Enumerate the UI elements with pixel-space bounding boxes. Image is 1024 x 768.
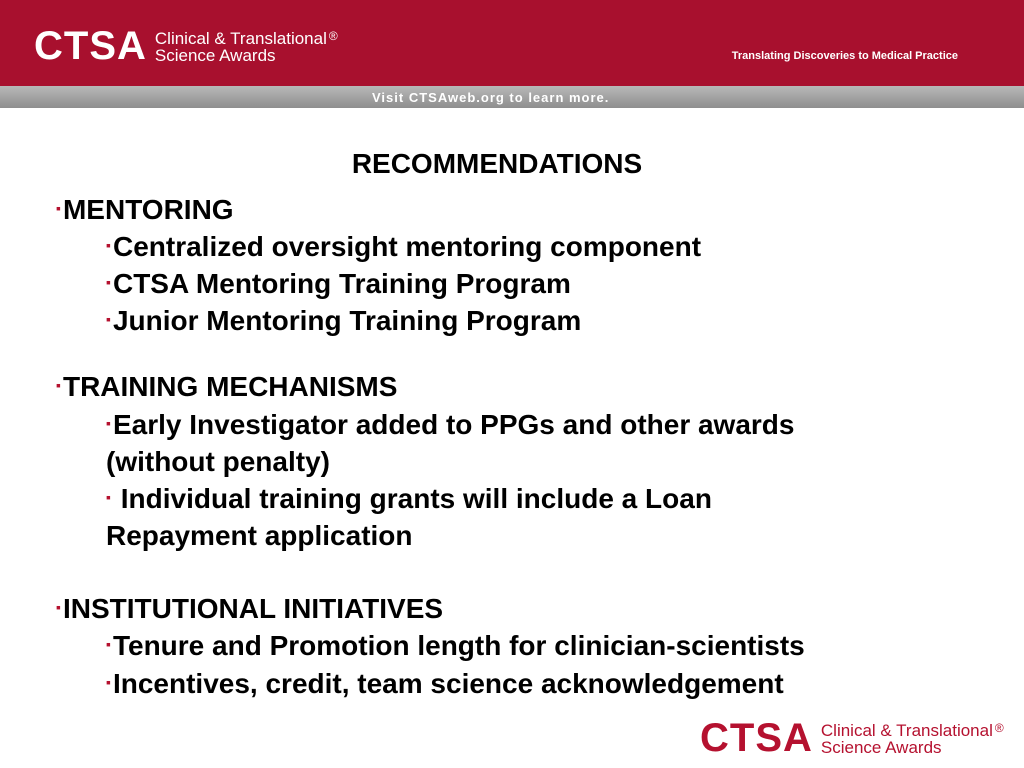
section-heading: ▪TRAINING MECHANISMS [56,371,398,402]
bullet-icon: ▪ [106,489,111,505]
list-item-continuation: Repayment application [106,520,413,551]
logo-line2: Science Awards [154,45,276,65]
list-item: ▪Early Investigator added to PPGs and other awards [106,409,795,440]
section-heading: ▪INSTITUTIONAL INITIATIVES [56,593,444,624]
bullet-icon: ▪ [106,674,111,690]
bullet-icon: ▪ [106,636,111,652]
tagline: Translating Discoveries to Medical Practice [731,50,958,62]
list-item: ▪Tenure and Promotion length for clinician-scientists [106,630,805,661]
list-item: ▪Incentives, credit, team science acknowledgement [106,668,784,699]
footer-logo-line2: Science Awards [820,737,942,757]
bullet-icon: ▪ [56,599,61,615]
footer-ctsa-logo [700,716,1004,761]
section-heading: ▪MENTORING [56,194,234,225]
list-item: ▪Centralized oversight mentoring component [106,231,702,262]
footer-logo-abbrev: CTSA [700,716,813,760]
list-item-continuation: (without penalty) [106,446,330,477]
slide-title: RECOMMENDATIONS [351,148,643,179]
bullet-icon: ▪ [106,274,111,290]
bullet-icon: ▪ [106,415,111,431]
footer-logo-line1: Clinical & Translational [820,720,993,740]
bullet-icon: ▪ [56,200,61,216]
list-item: ▪CTSA Mentoring Training Program [106,268,571,299]
registered-mark: ® [328,28,338,43]
list-item: ▪Junior Mentoring Training Program [106,305,582,336]
bullet-icon: ▪ [106,237,111,253]
website-link-text: Visit CTSAweb.org to learn more. [372,90,610,105]
logo-line1: Clinical & Translational [154,28,327,48]
footer-registered-mark: ® [994,720,1004,735]
bullet-icon: ▪ [106,311,111,327]
footer-logo-text [821,722,1004,756]
logo-abbrev: CTSA [34,24,147,68]
list-item: ▪ Individual training grants will include a Loan [106,483,712,514]
bullet-icon: ▪ [56,377,61,393]
